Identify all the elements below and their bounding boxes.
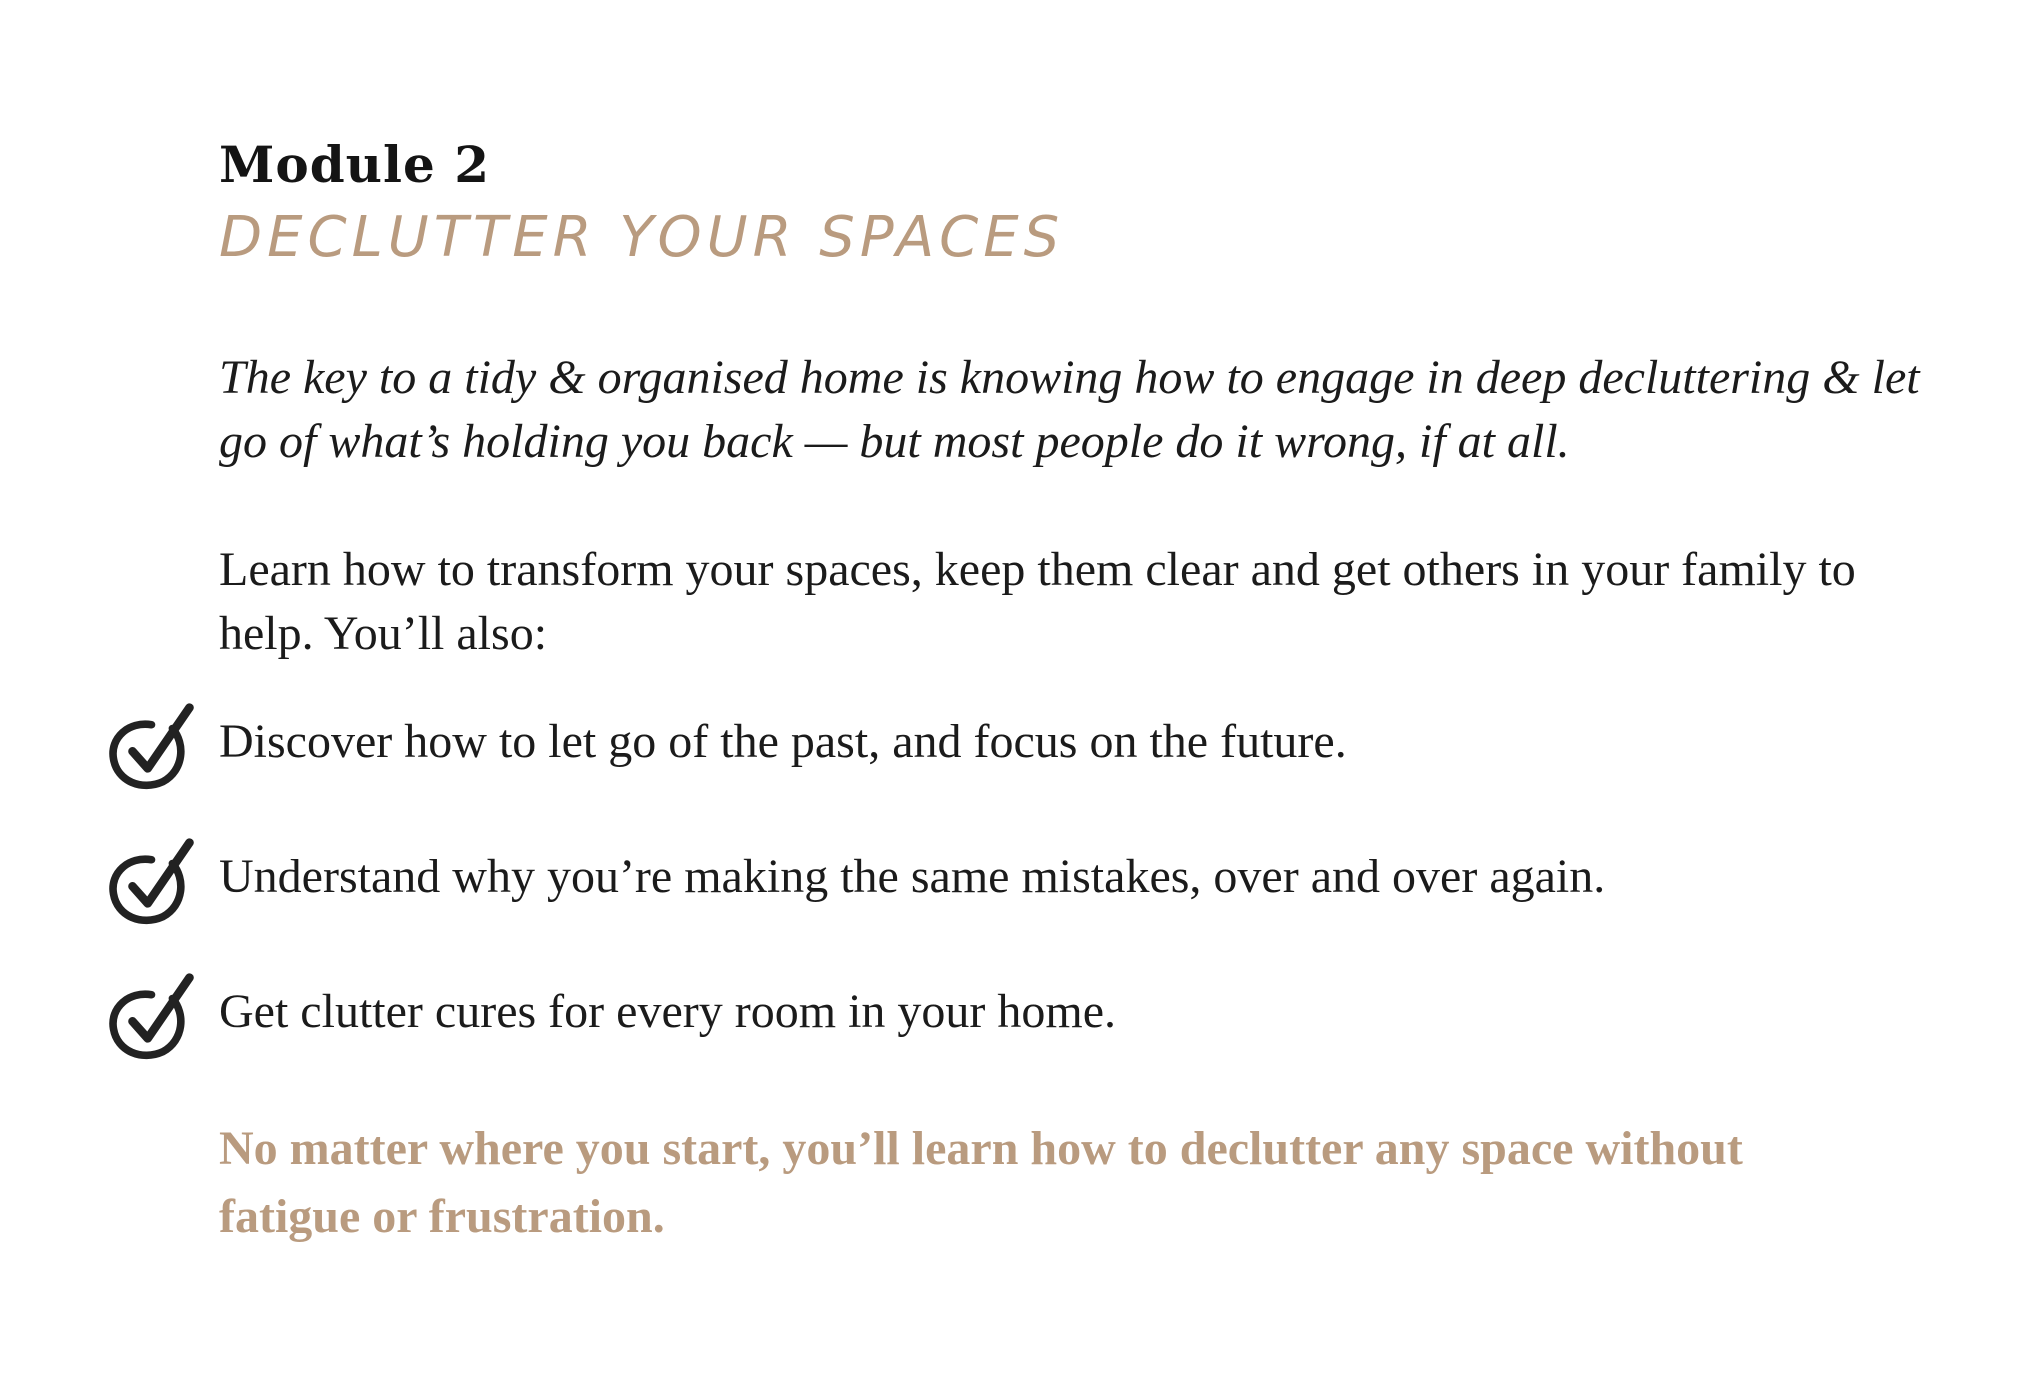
checklist-item [219,845,1959,980]
checklist-item-text: Get clutter cures for every room in your home. [219,985,1117,1038]
intro-paragraph: The key to a tidy & organised home is knowing how to engage in deep decluttering & let go of what’s holding you back — but most people do it wrong, if at all. [219,351,1920,468]
module-title: DECLUTTER YOUR SPACES [219,205,1065,270]
module-content [219,130,1959,1251]
checklist-item [219,710,1959,845]
checkmark-circle-icon [104,700,199,795]
checkmark-circle-icon [104,835,199,930]
checkmark-circle-icon [104,970,199,1065]
closing-statement: No matter where you start, you’ll learn how to declutter any space without fatigue or frustration. [219,1122,1743,1243]
lead-paragraph: Learn how to transform your spaces, keep them clear and get others in your family to help. You’ll also: [219,543,1856,660]
checklist-item [219,980,1959,1115]
benefits-checklist [219,710,1959,1115]
checklist-item-text: Understand why you’re making the same mistakes, over and over again. [219,850,1606,903]
module-label: Module 2 [219,135,491,194]
checklist-item-text: Discover how to let go of the past, and focus on the future. [219,715,1347,768]
